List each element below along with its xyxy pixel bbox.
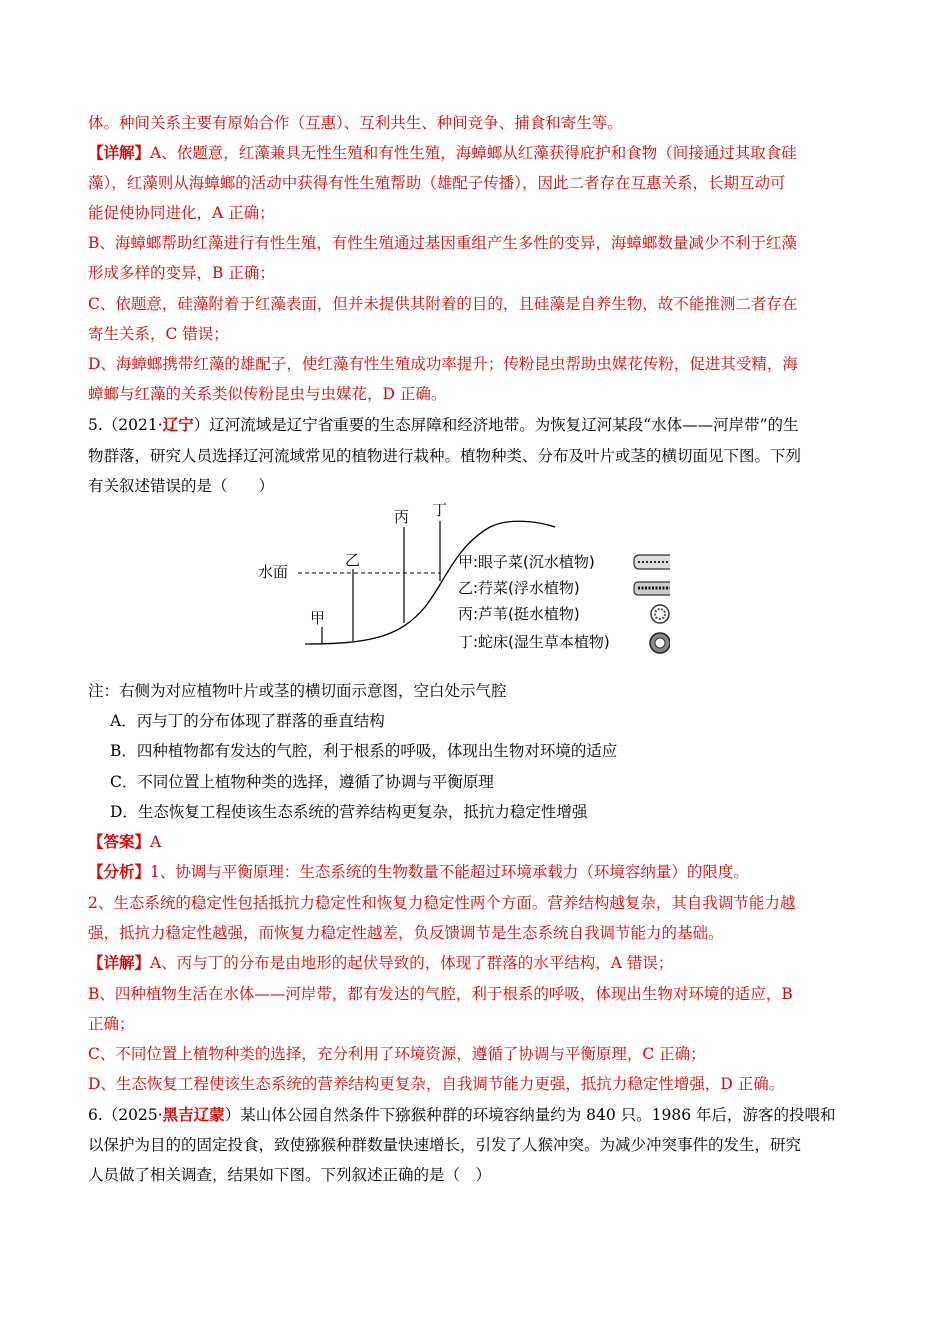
text-line: 能促使协同进化，A 正确； [88, 204, 275, 222]
question-source-region: 辽宁 [162, 415, 194, 434]
text-line: 形成多样的变异，B 正确； [88, 264, 275, 282]
legend-ding: 丁:蛇床(湿生草本植物) [458, 633, 610, 651]
label-yi: 乙 [345, 551, 361, 569]
answer: 【答案】A [88, 832, 162, 851]
diagram-note: 注：右侧为对应植物叶片或茎的横切面示意图，空白处示气腔 [88, 682, 507, 700]
detail-line1: 【详解】A、丙与丁的分布是由地形的起伏导致的，体现了群落的水平结构，A 错误； [88, 953, 674, 972]
text-line: C、依题意，硅藻附着于红藻表面，但并未提供其附着的目的，且硅藻是自养生物，故不能推测二者存在 [88, 295, 798, 313]
text-line: 体。种间关系主要有原始合作（互惠）、互利共生、种间竞争、捕食和寄生等。 [88, 114, 623, 132]
option-a: A．丙与丁的分布体现了群落的垂直结构 [110, 712, 385, 730]
legend-bing: 丙:芦苇(挺水植物) [458, 605, 580, 623]
question-5-stem: 5.（2021·辽宁）辽河流域是辽宁省重要的生态屏障和经济地带。为恢复辽河某段“水体——河岸带”的生 [88, 415, 799, 434]
text-line: 寄生关系，C 错误； [88, 325, 229, 343]
option-b: B．四种植物都有发达的气腔，利于根系的呼吸，体现出生物对环境的适应 [110, 742, 618, 760]
analysis-line2: 2、生态系统的稳定性包括抵抗力稳定性和恢复力稳定性两个方面。营养结构越复杂，其自我调节能力越 [88, 894, 796, 912]
question-6-stem-line3: 人员做了相关调查，结果如下图。下列叙述正确的是（ ） [88, 1166, 492, 1184]
water-label: 水面 [258, 563, 289, 581]
text-line: 藻），红藻则从海蟑螂的活动中获得有性生殖帮助（雄配子传播），因此二者存在互惠关系，长期互动可 [88, 174, 786, 192]
detail-line5: D、生态恢复工程使该生态系统的营养结构更复杂，自我调节能力更强，抵抗力稳定性增强，D 正确。 [88, 1075, 785, 1093]
cross-section-yi-icon [634, 582, 670, 595]
detail-label: 【详解】 [88, 143, 151, 162]
detail-text: A、依题意，红藻兼具无性生殖和有性生殖，海蟑螂从红藻获得庇护和食物（间接通过其取食硅 [150, 144, 797, 162]
detail-line4: C、不同位置上植物种类的选择，充分利用了环境资源，遵循了协调与平衡原理，C 正确； [88, 1045, 706, 1063]
question-6-stem: 6.（2025·黑吉辽蒙）某山体公园自然条件下猕猴种群的环境容纳量约为 840 只。1986 年后，游客的投喂和 [88, 1105, 836, 1124]
label-jia: 甲 [310, 609, 326, 627]
legend-yi: 乙:荇菜(浮水植物) [458, 579, 580, 597]
question-5-stem-line2: 物群落，研究人员选择辽河流域常见的植物进行栽种。植物种类、分布及叶片或茎的横切面见下图。下列 [88, 447, 802, 465]
text-line: D、海蟑螂携带红藻的雄配子，使红藻有性生殖成功率提升；传粉昆虫帮助虫媒花传粉，促进其受精，海 [88, 355, 798, 373]
text-line: B、海蟑螂帮助红藻进行有性生殖，有性生殖通过基因重组产生多性的变异，海蟑螂数量减少不利于红藻 [88, 234, 797, 252]
text-line [88, 143, 868, 163]
option-c: C．不同位置上植物种类的选择，遵循了协调与平衡原理 [110, 773, 494, 791]
cross-section-bing-icon [651, 605, 669, 623]
question-6-stem-line2: 以保护为目的的固定投食，致使猕猴种群数量快速增长，引发了人猴冲突。为减少冲突事件的发生，研究 [88, 1136, 802, 1154]
label-ding: 丁 [432, 501, 448, 519]
cross-section-ding-icon [650, 633, 670, 653]
question-5-stem-line3: 有关叙述错误的是（ ） [88, 477, 275, 495]
label-bing: 丙 [394, 508, 410, 526]
detail-line3: 正确； [88, 1015, 135, 1033]
option-d: D．生态恢复工程使该生态系统的营养结构更复杂，抵抗力稳定性增强 [110, 803, 588, 821]
analysis-line1: 【分析】1、协调与平衡原理：生态系统的生物数量不能超过环境承载力（环境容纳量）的限度。 [88, 862, 749, 881]
question-source-region: 黑吉辽蒙 [162, 1105, 225, 1124]
analysis-line3: 强，抵抗力稳定性越强，而恢复力稳定性越差，负反馈调节是生态系统自我调节能力的基础。 [88, 924, 724, 942]
legend-jia: 甲:眼子菜(沉水植物) [458, 553, 595, 571]
river-bank-diagram [250, 497, 670, 667]
cross-section-jia-icon [634, 555, 670, 569]
text-line: 蟑螂与红藻的关系类似传粉昆虫与虫媒花，D 正确。 [88, 385, 447, 403]
detail-line2: B、四种植物生活在水体——河岸带，都有发达的气腔，利于根系的呼吸，体现出生物对环境的适应，B [88, 985, 793, 1003]
